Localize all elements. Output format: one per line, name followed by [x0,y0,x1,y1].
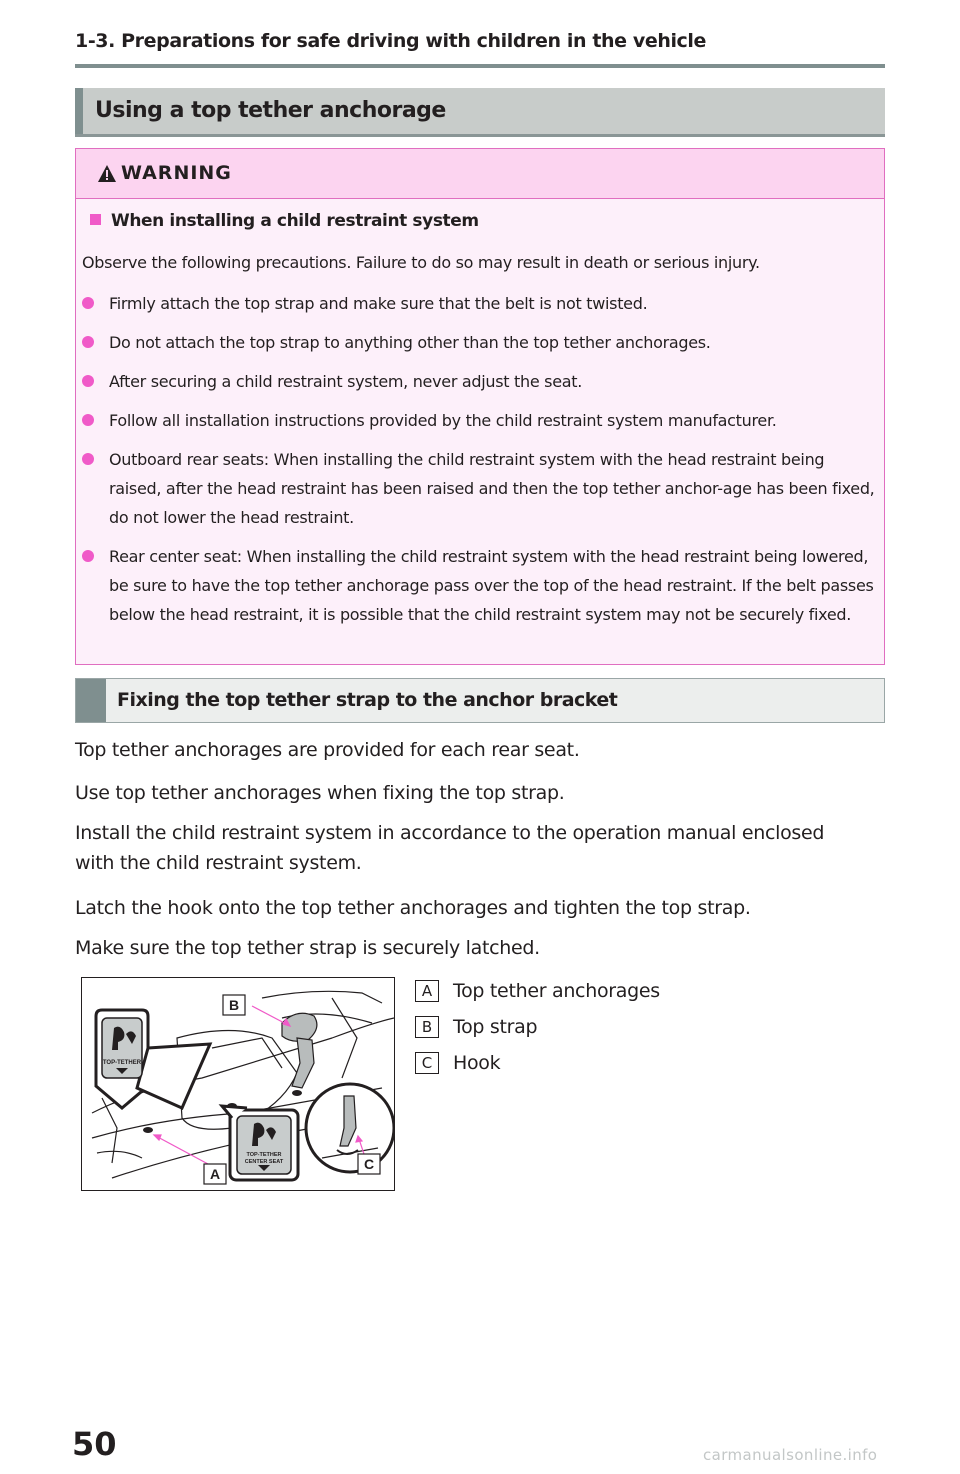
warning-bullet: Rear center seat: When installing the child restraint system with the head restraint being lowered, be sure to have the top tether anchorage pass over the top of the head restraint. If the belt passes below the head restraint, it is possible that the child restraint system may not be securely fixed. [82,542,878,629]
section-title: Using a top tether anchorage [95,98,446,123]
warning-bullet: Do not attach the top strap to anything other than the top tether anchorages. [82,328,878,357]
body-paragraph: Make sure the top tether strap is securely latched. [75,937,540,959]
page-number: 50 [72,1425,117,1463]
warning-label: WARNING [121,162,232,184]
figure-callout-a: A [209,1166,221,1182]
body-paragraph: Top tether anchorages are provided for each rear seat. [75,739,580,761]
legend-key: B [415,1016,439,1038]
legend-text: Top strap [453,1016,538,1038]
bullet-dot-icon [82,453,94,465]
tether-illustration [81,977,395,1191]
subsection-title: Fixing the top tether strap to the anchor bracket [117,689,618,711]
square-bullet-icon [90,214,101,225]
warning-bullet-list [82,289,878,639]
header-rule [75,64,885,68]
warning-bullet: Outboard rear seats: When installing the child restraint system with the head restraint being raised, after the head restraint has been raised and then the top tether anchor-age has been fixed, do not lower the head restraint. [82,445,878,532]
warning-bullet: Firmly attach the top strap and make sure that the belt is not twisted. [82,289,878,318]
legend-text: Top tether anchorages [453,980,660,1002]
subsection-heading-stripe [76,679,106,722]
subsection-heading-bar [75,678,885,723]
icon-label-center-2: CENTER SEAT [244,1159,284,1165]
warning-bullet: Follow all installation instructions provided by the child restraint system manufacturer. [82,406,878,435]
figure-callout-c: C [363,1156,375,1172]
bullet-dot-icon [82,375,94,387]
warning-bullet: After securing a child restraint system, never adjust the seat. [82,367,878,396]
section-heading-bar [75,88,885,137]
running-header: 1-3. Preparations for safe driving with children in the vehicle [75,30,707,52]
bullet-dot-icon [82,336,94,348]
section-heading-stripe [75,88,83,134]
warning-subheading [90,211,479,231]
warning-subheading-text: When installing a child restraint system [111,211,479,231]
figure-callout-b: B [228,997,240,1013]
watermark: carmanualsonline.info [703,1446,878,1464]
warning-header [76,149,884,199]
icon-label-center-1: TOP-TETHER [246,1152,282,1158]
icon-label-outboard: TOP-TETHER [102,1060,142,1066]
body-paragraph: Latch the hook onto the top tether anchorages and tighten the top strap. [75,897,751,919]
bullet-dot-icon [82,550,94,562]
legend-key: A [415,980,439,1002]
legend-text: Hook [453,1052,501,1074]
bullet-dot-icon [82,297,94,309]
legend-key: C [415,1052,439,1074]
body-paragraph: Use top tether anchorages when fixing the top strap. [75,782,565,804]
tether-illustration-drawing [82,978,394,1190]
warning-triangle-icon [98,165,116,182]
body-paragraph: Install the child restraint system in accordance to the operation manual enclosed with the child restraint system. [75,822,825,874]
warning-intro: Observe the following precautions. Failure to do so may result in death or serious injury. [82,253,760,272]
bullet-dot-icon [82,414,94,426]
warning-box [75,148,885,665]
